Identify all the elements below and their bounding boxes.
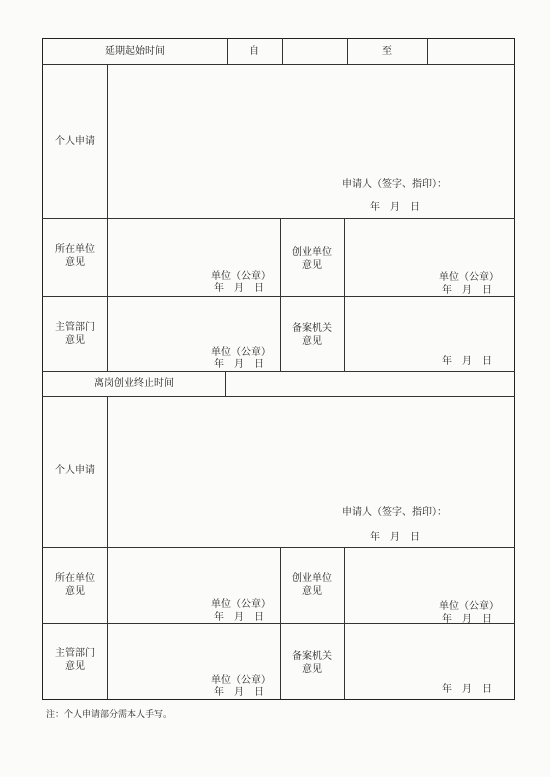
extension-form-table (42, 38, 515, 700)
label-column-divider (107, 64, 108, 371)
table-border-left (42, 38, 43, 700)
unit-opinion-label-line2: 意见 (65, 257, 85, 268)
dept-opinion-label: 主管部门 (55, 322, 95, 333)
from-label: 自 (249, 46, 259, 57)
startup-date: 年 月 日 (442, 285, 492, 296)
row-divider (42, 218, 515, 219)
mid-label-column-divider (344, 218, 345, 371)
cell-divider (282, 38, 283, 64)
footnote: 注：个人申请部分需本人手写。 (46, 710, 173, 720)
filing-opinion-label: 备案机关 (292, 323, 332, 334)
applicant-date: 年 月 日 (370, 532, 420, 543)
applicant-signature-label: 申请人（签字、指印）： (342, 179, 447, 190)
row-divider (42, 64, 515, 65)
mid-label-column-divider (344, 547, 345, 699)
startup-opinion-label-line2: 意见 (302, 586, 322, 597)
dept-opinion-label: 主管部门 (55, 648, 95, 659)
row-divider (42, 371, 515, 372)
unit-date: 年 月 日 (214, 283, 264, 294)
applicant-date: 年 月 日 (370, 202, 420, 213)
dept-opinion-label-line2: 意见 (65, 661, 85, 672)
label-column-divider (107, 396, 108, 699)
mid-column-divider (280, 547, 281, 699)
startup-opinion-label: 创业单位 (292, 573, 332, 584)
cell-divider (427, 38, 428, 64)
personal-application-label: 个人申请 (55, 136, 95, 147)
unit-date: 年 月 日 (214, 612, 264, 623)
table-border-right (514, 38, 515, 700)
mid-column-divider (280, 218, 281, 371)
cell-divider (225, 371, 226, 396)
unit-opinion-label-line2: 意见 (65, 586, 85, 597)
dept-stamp-label: 单位（公章） (211, 675, 271, 686)
dept-date: 年 月 日 (214, 359, 264, 370)
unit-stamp-label: 单位（公章） (211, 599, 271, 610)
startup-opinion-label: 创业单位 (292, 247, 332, 258)
dept-opinion-label-line2: 意见 (65, 335, 85, 346)
dept-date: 年 月 日 (214, 687, 264, 698)
table-border-bottom (42, 699, 515, 700)
dept-stamp-label: 单位（公章） (211, 347, 271, 358)
row-divider (42, 396, 515, 397)
row-divider (42, 547, 515, 548)
termination-time-label: 离岗创业终止时间 (94, 378, 174, 389)
unit-opinion-label: 所在单位 (55, 573, 95, 584)
startup-stamp-label: 单位（公章） (439, 601, 499, 612)
filing-date: 年 月 日 (442, 356, 492, 367)
startup-date: 年 月 日 (442, 614, 492, 625)
filing-opinion-label-line2: 意见 (302, 336, 322, 347)
personal-application-label: 个人申请 (55, 465, 95, 476)
unit-stamp-label: 单位（公章） (211, 271, 271, 282)
cell-divider (227, 38, 228, 64)
to-label: 至 (382, 46, 392, 57)
filing-date: 年 月 日 (442, 684, 492, 695)
unit-opinion-label: 所在单位 (55, 244, 95, 255)
filing-opinion-label: 备案机关 (292, 651, 332, 662)
applicant-signature-label: 申请人（签字、指印）： (342, 507, 447, 518)
filing-opinion-label-line2: 意见 (302, 664, 322, 675)
cell-divider (347, 38, 348, 64)
startup-stamp-label: 单位（公章） (439, 272, 499, 283)
extension-start-label: 延期起始时间 (105, 46, 165, 57)
table-border-top (42, 38, 515, 39)
startup-opinion-label-line2: 意见 (302, 260, 322, 271)
